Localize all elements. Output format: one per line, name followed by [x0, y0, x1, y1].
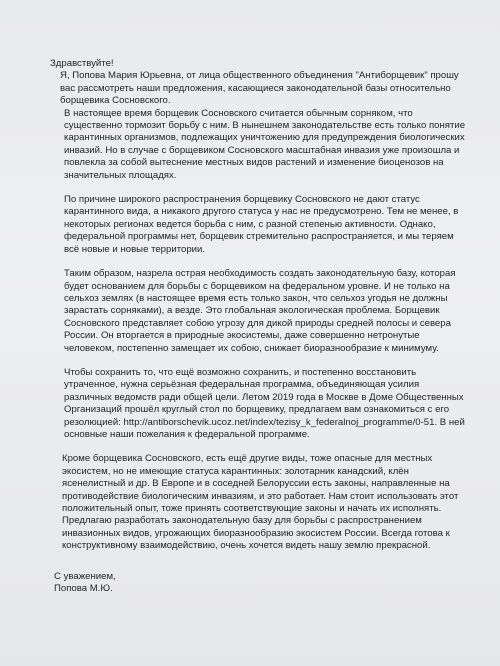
letter-body [50, 58, 468, 595]
closing-block [54, 571, 468, 596]
closing-signature: Попова М.Ю. [54, 583, 113, 595]
paragraph-current-status: В настоящее время борщевик Сосновского считается обычным сорняком, что существенно тормозит борьбу с ним. В нынешнем законодательстве есть только понятие карантинных организмов, подлежащих уничтожению для предупреждения биологических инвазий. Но в случае с борщевиком Сосновского масштабная инвазия уже произошла и повлекла за собой вытеснение местных видов растений и изменение биоценозов на значительных площадях. [64, 107, 466, 181]
paragraph-legal-base-need: Таким образом, назрела острая необходимость создать законодательную базу, которая будет основанием для борьбы с борщевиком на федеральном уровне. И не только на сельхоз землях (в настоящее время есть только закон, что сельхоз угодья не должны зарастать сорняками), а везде. Это глобальная экологическая проблема. Борщевик Сосновского представляет собою угрозу для дикой природы средней полосы и севера России. Он вторгается в природные экосистемы, даже совершенно нетронутые человеком, постепенно замещает их собою, снижает биоразнообразие к минимуму. [64, 268, 456, 354]
paragraph-federal-program: Чтобы сохранить то, что ещё возможно сохранить, и постепенно восстановить утраченное, нужна серьёзная федеральная программа, объединяющая усилия различных ведомств ради общей цели. Летом 2019 года в Москве в Доме Общественных Организаций прошёл круглый стол по борщевику, предлагаем вам ознакомиться с его резолюцией: http://antiborschevik.ucoz.net/index/tezisy_k_federalnoj_programme/0-51. В ней основные наши пожелания к федеральной программе. [64, 366, 465, 440]
paragraph-no-quarantine-status: По причине широкого распространения борщевику Сосновского не дают статус карантинного вида, а никакого другого статуса у нас не предусмотрено. Тем не менее, в некоторых регионах ведется борьба с ним, с разной степенью активности. Однако, федеральной программы нет, борщевик стремительно распространяется, и мы теряем всё новые и новые территории. [64, 194, 459, 255]
closing-regards: С уважением, [54, 570, 116, 582]
paragraph-other-species: Кроме борщевика Сосновского, есть ещё другие виды, тоже опасные для местных экосистем, но не имеющие статуса карантинных: золотарник канадский, клён ясенелистный и др. В Европе и в соседней Белоруссии есть законы, направленные на противодействие биологическим инвазиям, и это работает. Нам стоит использовать этот положительный опыт, тоже принять соответствующие законы и начать их исполнять. Предлагаю разработать законодательную базу для борьбы с распространением инвазионных видов, угрожающих биоразнообразию экосистем России. Всегда готова к конструктивному взаимодействию, очень хочется видеть нашу землю прекрасной. [62, 453, 459, 552]
greeting: Здравствуйте! [50, 58, 114, 69]
paragraph-intro: Я, Попова Мария Юрьевна, от лица общественного объединения "Антиборщевик" прошу вас рассмотреть наши предложения, касающиеся законодательной базы относительно борщевика Сосновского. [60, 70, 459, 107]
